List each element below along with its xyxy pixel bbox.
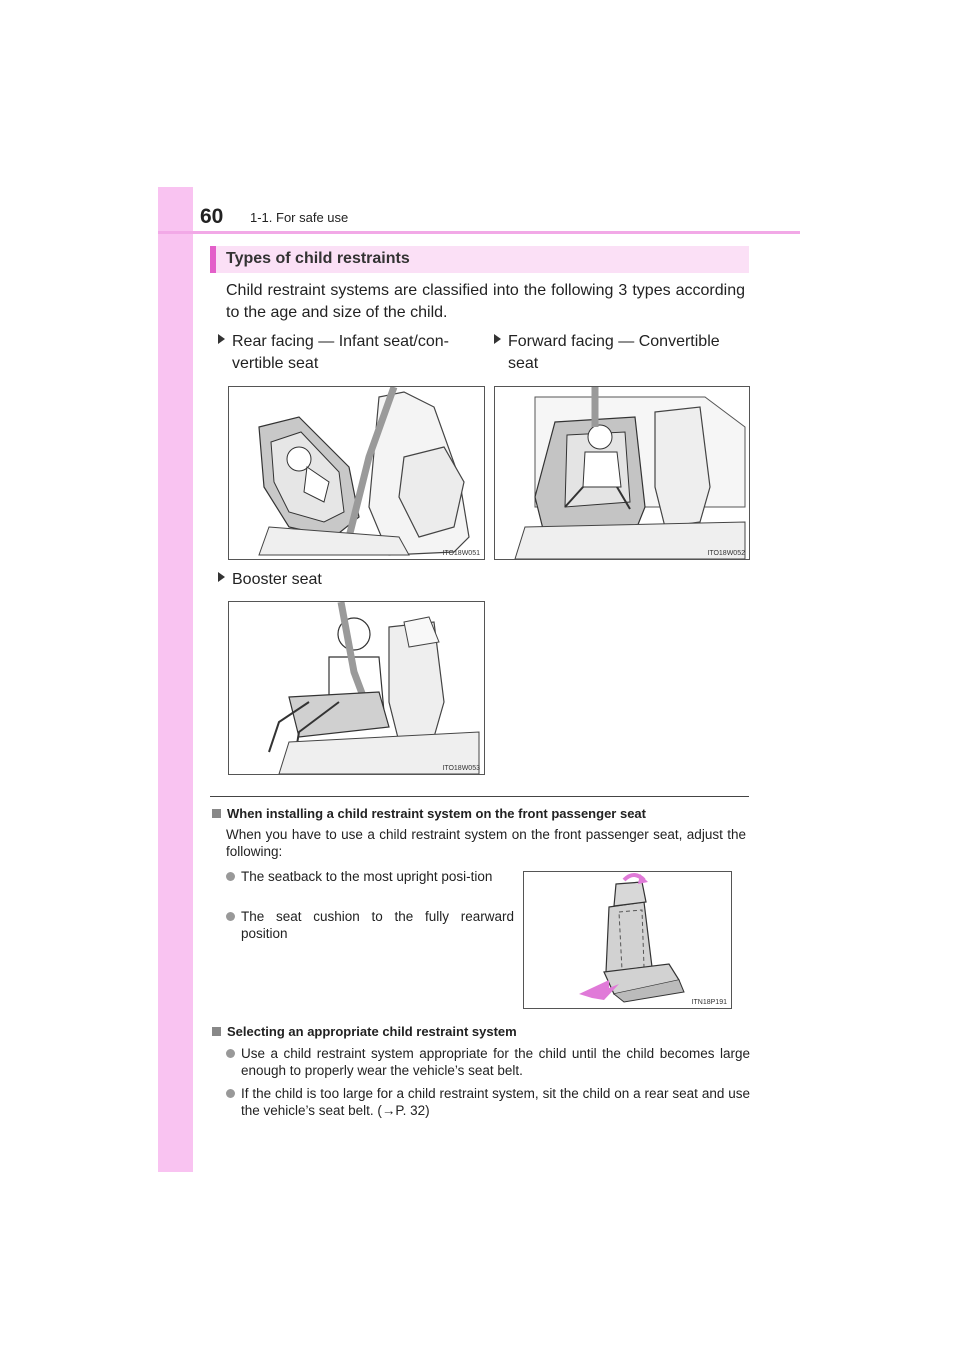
page-number: 60 (200, 205, 224, 228)
round-bullet-icon (226, 1049, 235, 1058)
front-passenger-heading: When installing a child restraint system on the front passenger seat (212, 806, 752, 821)
type-booster-seat (218, 569, 480, 591)
sidebar-tab (158, 187, 193, 1172)
triangle-bullet-icon (218, 572, 225, 582)
bullet-item: The seatback to the most upright posi-tion (226, 868, 514, 885)
illustration-seat-adjustment (523, 871, 732, 1009)
section-divider (210, 796, 749, 797)
bullet-item: Use a child restraint system appropriate for the child until the child becomes large enough to properly wear the vehicle’s seat belt. (226, 1045, 750, 1079)
round-bullet-icon (226, 912, 235, 921)
illustration-code: ITO18W051 (442, 550, 480, 557)
section-title-accent (210, 246, 216, 273)
section-label: 1-1. For safe use (250, 210, 349, 225)
round-bullet-icon (226, 1089, 235, 1098)
round-bullet-icon (226, 872, 235, 881)
intro-paragraph: Child restraint systems are classified into the following 3 types according to the age and size of the child. (226, 282, 745, 321)
triangle-bullet-icon (218, 334, 225, 344)
type-rear-facing (218, 331, 480, 375)
square-bullet-icon (212, 809, 221, 818)
illustration-code: ITN18P191 (691, 999, 727, 1006)
type-label: Rear facing — Infant seat/con-vertible seat (232, 333, 449, 372)
illustration-rear-facing-seat (228, 386, 485, 560)
front-passenger-paragraph: When you have to use a child restraint system on the front passenger seat, adjust the following: (226, 827, 746, 859)
bullet-item: The seat cushion to the fully rearward position (226, 908, 514, 942)
triangle-bullet-icon (494, 334, 501, 344)
type-label: Forward facing — Convertible seat (508, 333, 720, 372)
illustration-code: ITO18W052 (707, 550, 745, 557)
illustration-forward-facing-seat (494, 386, 750, 560)
selecting-heading: Selecting an appropriate child restraint system (212, 1024, 752, 1039)
square-bullet-icon (212, 1027, 221, 1036)
section-title: Types of child restraints (226, 250, 410, 267)
illustration-code: ITO18W053 (442, 765, 480, 772)
type-forward-facing (494, 331, 750, 375)
bullet-item: If the child is too large for a child restraint system, sit the child on a rear seat and use the vehicle’s seat belt. (→P. 32) (226, 1085, 750, 1119)
header-rule (158, 231, 800, 234)
type-label: Booster seat (232, 571, 322, 588)
illustration-booster-seat (228, 601, 485, 775)
